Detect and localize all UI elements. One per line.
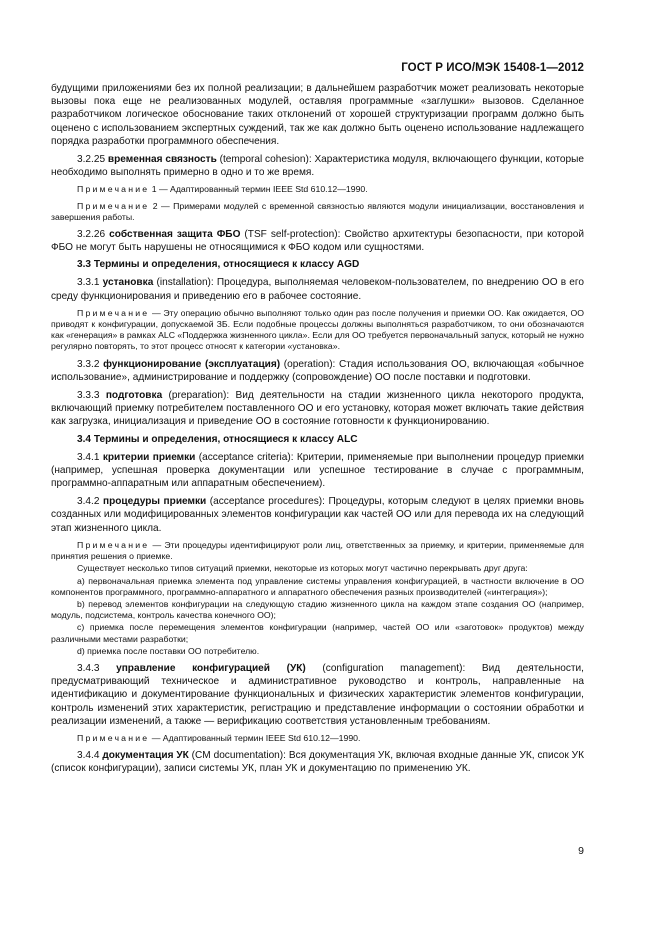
term-3-4-4: 3.4.4 документация УК (CM documentation): Вся документация УК, включая входные данные УК, список УК (список конфигурации), записи системы УК, план УК и документацию по применению УК. xyxy=(51,750,584,775)
intro-paragraph: будущими приложениями без их полной реализации; в дальнейшем разработчик может реализовать некоторые вызовы пока еще не реализованных модулей, оставляя программные «заглушки» вызовов. Сделанное разработчиком логическое обоснование таких отклонений от хорошей структуризации программ должно быть оценено с использованием экспертных суждений, так же как должно быть оценено использование надлежащего порядка разработки программного обеспечения. xyxy=(51,83,584,147)
document-header: ГОСТ Р ИСО/МЭК 15408-1—2012 xyxy=(401,62,584,74)
note-3-4-2: Примечание — Эти процедуры идентифицируют роли лиц, ответственных за приемку, и критерии, применяемые для принятия решения о приемке. xyxy=(51,539,584,562)
term-3-3-3: 3.3.3 подготовка (preparation): Вид деятельности на стадии жизненного цикла некоторого продукта, включающий приемку потребителем поставленного ОО и его установку, которая может включать такие действия как загрузка, инициализация и приведение ОО в состояние готовности к функционированию. xyxy=(51,390,584,428)
note-3-4-2-intro: Существует несколько типов ситуаций приемки, некоторые из которых могут частично перекрывать друг друга: xyxy=(77,563,528,574)
term-3-2-26: 3.2.26 собственная защита ФБО (TSF self-protection): Свойство архитектуры безопасности, при которой ФБО не могут быть нарушены не относящимися к ФБО кодом или сущностями. xyxy=(51,229,584,254)
note-3-4-2-item-c: c) приемка после перемещения элементов конфигурации (например, частей ОО или «заготовок» продуктов) между различными местами разработки; xyxy=(51,622,584,644)
note-3-4-2-item-d: d) приемка после поставки ОО потребителю. xyxy=(77,645,260,656)
term-3-4-2: 3.4.2 процедуры приемки (acceptance procedures): Процедуры, которым следуют в целях приемки вновь созданных или модифицированных элементов конфигурации как частей ОО или для перевода их на следующий этап жизненного цикла. xyxy=(51,496,584,534)
term-3-4-3: 3.4.3 управление конфигурацией (УК) (configuration management): Вид деятельности, предусматривающий техническое и административное руководство и контроль, направленные на идентификацию и документирование функциональных и физических характеристик элементов конфигурации, контроль изменений этих характеристик, регистрацию и представление информации о состоянии обработки и реализации изменений, а также — верификацию соответствия установленным требованиям. xyxy=(51,662,584,727)
note-3-4-2-item-a: a) первоначальная приемка элемента под управление системы управления конфигурацией, в частности включение в ОО компонентов программного, программно-аппаратного и аппаратного обеспечения разных производителей («интеграция»); xyxy=(51,575,584,597)
term-3-3-2: 3.3.2 функционирование (эксплуатация) (operation): Стадия использования ОО, включающая «обычное использование», администрирование и поддержку (сопровождение) ОО после поставки и подготовки. xyxy=(51,358,584,383)
term-3-2-25: 3.2.25 временная связность (temporal cohesion): Характеристика модуля, включающего функции, которые необходимо выполнять примерно в одно и то же время. xyxy=(51,154,584,179)
section-3-4-heading: 3.4 Термины и определения, относящиеся к классу ALC xyxy=(77,433,358,445)
document-body xyxy=(51,82,584,781)
note-3-4-2-item-b: b) перевод элементов конфигурации на следующую стадию жизненного цикла на каждом этапе создания ОО (например, модуль, подсистема, контроль качества конечного ОО); xyxy=(51,598,584,621)
term-3-4-1: 3.4.1 критерии приемки (acceptance criteria): Критерии, применяемые при выполнении процедур приемки (например, успешная проверка документации или успешное тестирование в случае с программным, программно-аппаратным или аппаратным обеспечением). xyxy=(51,451,584,490)
note-3-2-25-1: Примечание 1 — Адаптированный термин IEEE Std 610.12—1990. xyxy=(77,184,368,195)
page-number: 9 xyxy=(578,845,584,857)
note-3-2-25-2: Примечание 2 — Примерами модулей с временной связностью являются модули инициализации, восстановления и завершения работы. xyxy=(51,200,584,222)
note-3-4-3: Примечание — Адаптированный термин IEEE Std 610.12—1990. xyxy=(77,732,361,743)
section-3-3-heading: 3.3 Термины и определения, относящиеся к классу AGD xyxy=(77,259,360,271)
term-3-3-1: 3.3.1 установка (installation): Процедура, выполняемая человеком-пользователем, по внедрению ОО в его среду функционирования и приведению его в рабочее состояние. xyxy=(51,277,584,302)
note-3-3-1: Примечание — Эту операцию обычно выполняют только один раз после получения и приемки ОО. Как ожидается, ОО приводят к конфигурации, допускаемой ЗБ. Если подобные процессы должны выполняться разработчиком, то они обозначаются как «генерация» в рамках ALC «Поддержка жизненного цикла». Если для ОО требуется первоначальный запуск, который не нужно регулярно повторять, то этот процесс относят к категории «установка». xyxy=(51,307,584,352)
